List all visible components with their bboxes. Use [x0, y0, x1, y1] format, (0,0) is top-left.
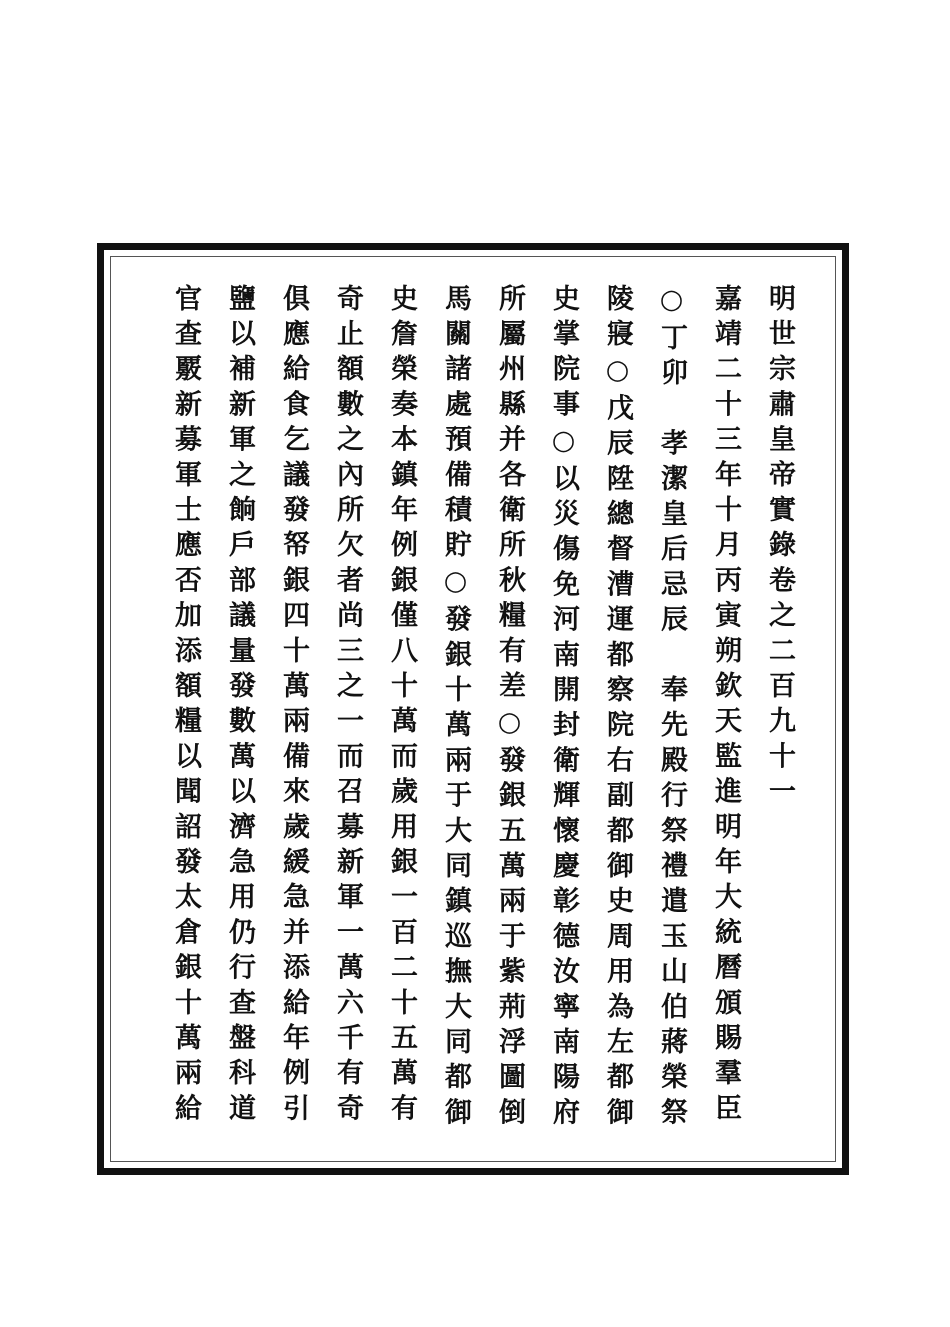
text-column-6: 所屬州縣并各衛所秋糧有差○發銀五萬兩于紫荊浮圖倒: [494, 284, 525, 1133]
text-column-8: 史詹榮奏本鎮年例銀僅八十萬而歲用銀一百二十五萬有: [386, 284, 417, 1129]
text-column-1: 明世宗肅皇帝實錄卷之二百九十一: [764, 284, 795, 812]
text-column-3: ○丁卯 孝潔皇后忌辰 奉先殿行祭禮遣玉山伯蔣榮祭: [656, 284, 687, 1133]
text-column-2: 嘉靖二十三年十月丙寅朔欽天監進明年大統曆頒賜羣臣: [710, 284, 741, 1129]
vertical-text-block: [158, 284, 806, 1144]
text-column-7: 馬關諸處預備積貯○發銀十萬兩于大同鎮巡撫大同都御: [440, 284, 471, 1133]
text-column-4: 陵寢○戊辰陞總督漕運都察院右副都御史周用為左都御: [602, 284, 633, 1133]
text-column-10: 俱應給食乞議發帑銀四十萬兩備來歲緩急并添給年例引: [278, 284, 309, 1129]
text-column-11: 鹽以補新軍之餉戶部議量發數萬以濟急用仍行查盤科道: [224, 284, 255, 1129]
text-column-12: 官查覈新募軍士應否加添額糧以聞詔發太倉銀十萬兩給: [170, 284, 201, 1129]
text-column-9: 奇止額數之內所欠者尚三之一而召募新軍一萬六千有奇: [332, 284, 363, 1129]
page-frame: [97, 243, 849, 1175]
text-column-5: 史掌院事○以災傷免河南開封衛輝懷慶彰德汝寧南陽府: [548, 284, 579, 1133]
